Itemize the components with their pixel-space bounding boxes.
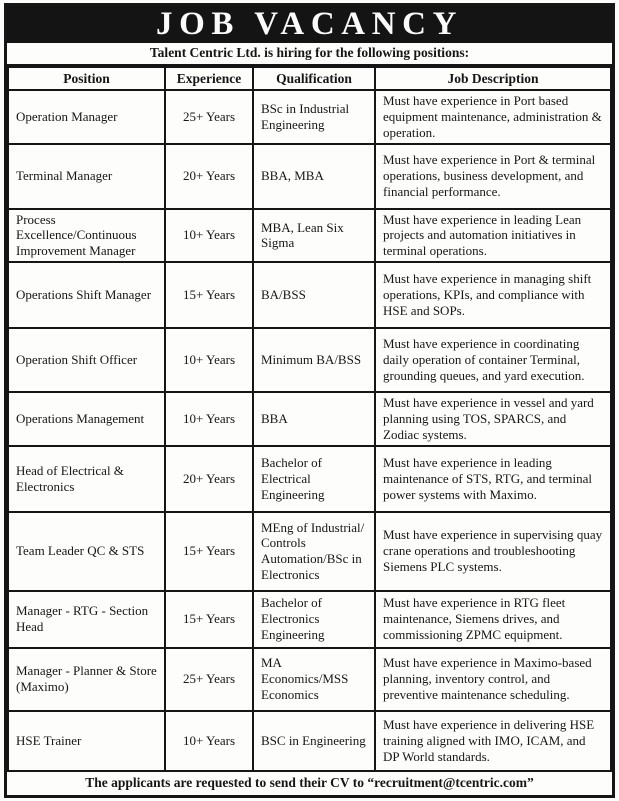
page-title: JOB VACANCY	[156, 6, 463, 42]
description-cell: Must have experience in RTG fleet maintenance, Siemens drives, and commissioning ZPMC equipment.	[375, 591, 611, 648]
table-row	[8, 144, 611, 209]
position-cell: Operations Shift Manager	[8, 262, 165, 328]
experience-cell: 15+ Years	[165, 262, 253, 328]
position-cell: Terminal Manager	[8, 144, 165, 209]
qualification-cell: BSc in Industrial Engineering	[253, 90, 375, 144]
experience-cell: 15+ Years	[165, 591, 253, 648]
table-row	[8, 711, 611, 771]
description-cell: Must have experience in vessel and yard planning using TOS, SPARCS, and Zodiac systems.	[375, 392, 611, 446]
vacancy-table	[7, 66, 612, 772]
hiring-subtitle: Talent Centric Ltd. is hiring for the following positions:	[7, 43, 612, 66]
cv-submission-note: The applicants are requested to send their CV to “recruitment@tcentric.com”	[85, 774, 534, 790]
experience-cell: 15+ Years	[165, 512, 253, 591]
experience-cell: 10+ Years	[165, 328, 253, 392]
qualification-cell: BBA	[253, 392, 375, 446]
qualification-cell: MA Economics/MSS Economics	[253, 648, 375, 711]
description-cell: Must have experience in coordinating daily operation of container Terminal, grounding queues, and yard execution.	[375, 328, 611, 392]
description-cell: Must have experience in delivering HSE training aligned with IMO, ICAM, and DP World standards.	[375, 711, 611, 771]
table-row	[8, 591, 611, 648]
column-header-qualification: Qualification	[253, 67, 375, 90]
description-cell: Must have experience in leading Lean projects and automation initiatives in terminal operations.	[375, 209, 611, 263]
qualification-cell: BA/BSS	[253, 262, 375, 328]
qualification-cell: BSC in Engineering	[253, 711, 375, 771]
table-row	[8, 90, 611, 144]
table-row	[8, 446, 611, 512]
qualification-cell: MEng of Industrial/ Controls Automation/BSc in Electronics	[253, 512, 375, 591]
description-cell: Must have experience in leading maintenance of STS, RTG, and terminal power systems with Maximo.	[375, 446, 611, 512]
column-header-position: Position	[8, 67, 165, 90]
experience-cell: 10+ Years	[165, 392, 253, 446]
table-row	[8, 648, 611, 711]
description-cell: Must have experience in managing shift operations, KPIs, and compliance with HSE and SOPs.	[375, 262, 611, 328]
position-cell: Process Excellence/Continuous Improvement Manager	[8, 209, 165, 263]
position-cell: Head of Electrical & Electronics	[8, 446, 165, 512]
position-cell: Operation Shift Officer	[8, 328, 165, 392]
experience-cell: 20+ Years	[165, 446, 253, 512]
position-cell: Team Leader QC & STS	[8, 512, 165, 591]
description-cell: Must have experience in supervising quay crane operations and troubleshooting Siemens PLC systems.	[375, 512, 611, 591]
qualification-cell: Minimum BA/BSS	[253, 328, 375, 392]
qualification-cell: BBA, MBA	[253, 144, 375, 209]
table-row	[8, 392, 611, 446]
position-cell: Operations Management	[8, 392, 165, 446]
qualification-cell: Bachelor of Electronics Engineering	[253, 591, 375, 648]
table-row	[8, 209, 611, 263]
job-vacancy-flyer	[4, 3, 615, 798]
table-row	[8, 328, 611, 392]
experience-cell: 25+ Years	[165, 648, 253, 711]
position-cell: Manager - RTG - Section Head	[8, 591, 165, 648]
position-cell: Operation Manager	[8, 90, 165, 144]
column-header-job-description: Job Description	[375, 67, 611, 90]
position-cell: Manager - Planner & Store (Maximo)	[8, 648, 165, 711]
table-row	[8, 262, 611, 328]
qualification-cell: Bachelor of Electrical Engineering	[253, 446, 375, 512]
description-cell: Must have experience in Port based equipment maintenance, administration & operation.	[375, 90, 611, 144]
experience-cell: 20+ Years	[165, 144, 253, 209]
experience-cell: 10+ Years	[165, 711, 253, 771]
title-banner	[7, 6, 612, 43]
experience-cell: 10+ Years	[165, 209, 253, 263]
table-header-row	[8, 67, 611, 90]
description-cell: Must have experience in Port & terminal operations, business development, and financial performance.	[375, 144, 611, 209]
experience-cell: 25+ Years	[165, 90, 253, 144]
description-cell: Must have experience in Maximo-based planning, inventory control, and preventive maintenance scheduling.	[375, 648, 611, 711]
position-cell: HSE Trainer	[8, 711, 165, 771]
qualification-cell: MBA, Lean Six Sigma	[253, 209, 375, 263]
table-row	[8, 512, 611, 591]
column-header-experience: Experience	[165, 67, 253, 90]
